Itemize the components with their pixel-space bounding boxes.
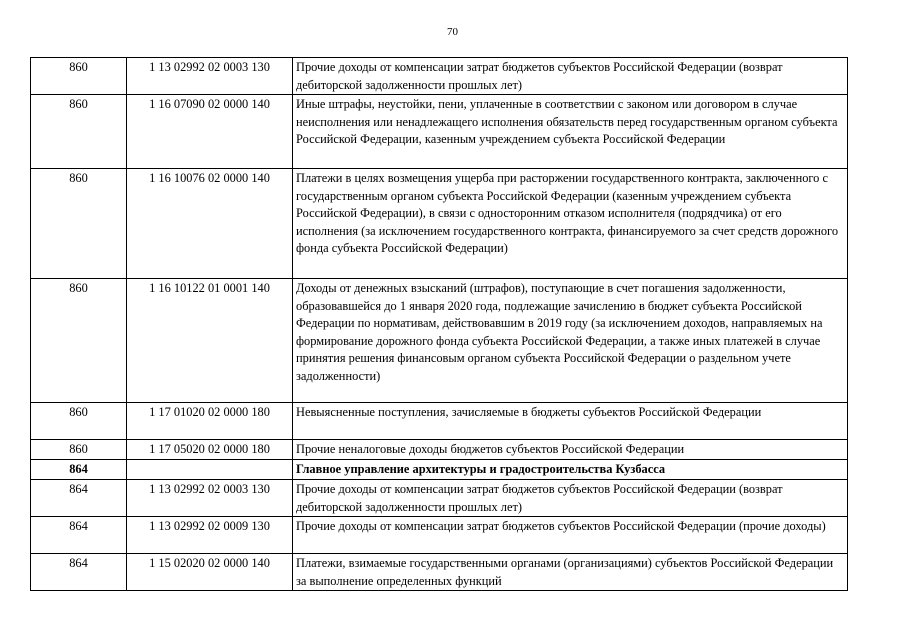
income-name-cell: Платежи в целях возмещения ущерба при расторжении государственного контракта, заключенного с государственным органом субъекта Российской Федерации (казенным учреждением субъекта Российской Федерации), в связи с односторонним отказом исполнителя (подрядчика) от его исполнения (за исключением государственного контракта, финансируемого за счет средств дорожного фонда субъекта Российской Федерации) — [293, 169, 848, 279]
table-row — [31, 440, 848, 460]
table-row — [31, 480, 848, 517]
income-name-cell: Иные штрафы, неустойки, пени, уплаченные в соответствии с законом или договором в случае неисполнения или ненадлежащего исполнения обязательств перед государственным органом субъекта Российской Федерации, казенным учреждением субъекта Российской Федерации — [293, 95, 848, 169]
admin-code-cell: 864 — [31, 517, 127, 554]
budget-code-cell — [127, 460, 293, 480]
income-name-cell: Прочие неналоговые доходы бюджетов субъектов Российской Федерации — [293, 440, 848, 460]
admin-code-cell: 860 — [31, 58, 127, 95]
budget-code-cell: 1 13 02992 02 0009 130 — [127, 517, 293, 554]
budget-code-cell: 1 16 10122 01 0001 140 — [127, 279, 293, 403]
budget-code-cell: 1 17 05020 02 0000 180 — [127, 440, 293, 460]
budget-code-cell: 1 13 02992 02 0003 130 — [127, 58, 293, 95]
page-number: 70 — [447, 26, 458, 38]
table-row-section-header — [31, 460, 848, 480]
table-row — [31, 58, 848, 95]
budget-code-cell: 1 17 01020 02 0000 180 — [127, 403, 293, 440]
admin-code-cell: 860 — [31, 403, 127, 440]
income-name-cell: Прочие доходы от компенсации затрат бюджетов субъектов Российской Федерации (возврат дебиторской задолженности прошлых лет) — [293, 480, 848, 517]
table-row — [31, 517, 848, 554]
table-row — [31, 279, 848, 403]
admin-code-cell: 860 — [31, 95, 127, 169]
budget-code-cell: 1 15 02020 02 0000 140 — [127, 554, 293, 591]
admin-code-cell: 860 — [31, 169, 127, 279]
admin-code-cell: 860 — [31, 279, 127, 403]
income-codes-table — [30, 57, 848, 591]
income-name-cell: Прочие доходы от компенсации затрат бюджетов субъектов Российской Федерации (возврат дебиторской задолженности прошлых лет) — [293, 58, 848, 95]
income-name-cell: Платежи, взимаемые государственными органами (организациями) субъектов Российской Федерации за выполнение определенных функций — [293, 554, 848, 591]
table-row — [31, 403, 848, 440]
table-row — [31, 169, 848, 279]
admin-code-cell: 864 — [31, 554, 127, 591]
budget-code-cell: 1 13 02992 02 0003 130 — [127, 480, 293, 517]
income-name-cell: Доходы от денежных взысканий (штрафов), поступающие в счет погашения задолженности, образовавшейся до 1 января 2020 года, подлежащие зачислению в бюджет субъекта Российской Федерации по нормативам, действовавшим в 2019 году (за исключением доходов, направляемых на формирование дорожного фонда субъекта Российской Федерации, а также иных платежей в случае принятия решения финансовым органом субъекта Российской Федерации о раздельном учете задолженности) — [293, 279, 848, 403]
income-name-cell: Невыясненные поступления, зачисляемые в бюджеты субъектов Российской Федерации — [293, 403, 848, 440]
budget-code-cell: 1 16 07090 02 0000 140 — [127, 95, 293, 169]
income-name-cell: Прочие доходы от компенсации затрат бюджетов субъектов Российской Федерации (прочие доходы) — [293, 517, 848, 554]
admin-code-cell: 864 — [31, 460, 127, 480]
admin-code-cell: 864 — [31, 480, 127, 517]
table-row — [31, 95, 848, 169]
administrator-name-cell: Главное управление архитектуры и градостроительства Кузбасса — [293, 460, 848, 480]
admin-code-cell: 860 — [31, 440, 127, 460]
table-row — [31, 554, 848, 591]
budget-code-cell: 1 16 10076 02 0000 140 — [127, 169, 293, 279]
